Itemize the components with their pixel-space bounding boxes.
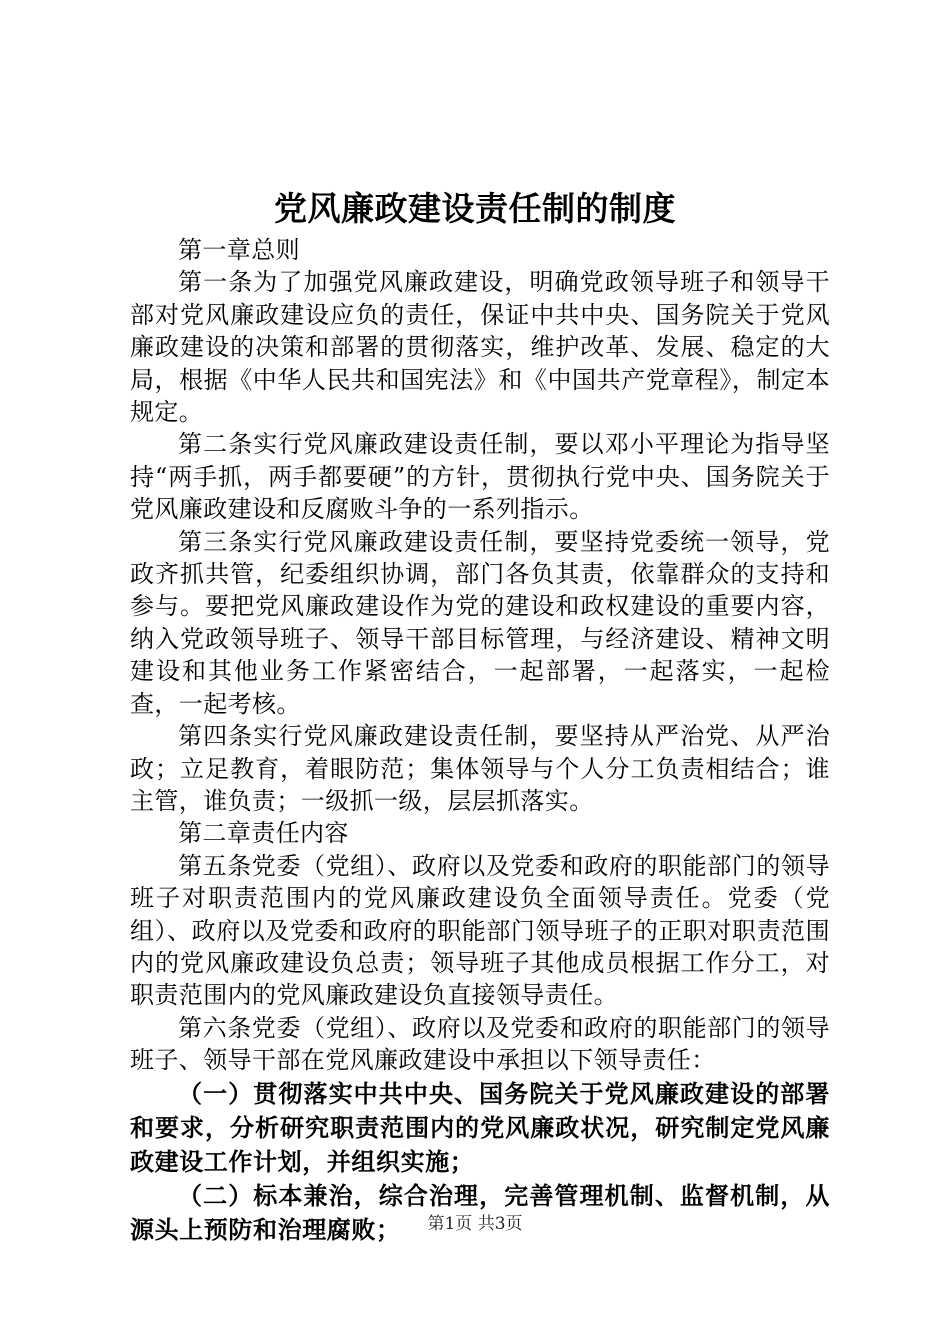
article-paragraph: 第四条实行党风廉政建设责任制，要坚持从严治党、从严治政；立足教育，着眼防范；集体领导与个人分工负责相结合；谁主管，谁负责；一级抓一级，层层抓落实。	[130, 722, 830, 815]
article-paragraph: 第六条党委（党组）、政府以及党委和政府的职能部门的领导班子、领导干部在党风廉政建设中承担以下领导责任：	[130, 1013, 830, 1075]
document-body	[130, 234, 830, 1247]
page-footer: 第1页 共3页	[427, 1214, 523, 1234]
article-paragraph: 第二条实行党风廉政建设责任制，要以邓小平理论为指导坚持“两手抓，两手都要硬”的方针，贯彻执行党中央、国务院关于党风廉政建设和反腐败斗争的一系列指示。	[130, 430, 830, 524]
list-item-paragraph: （一）贯彻落实中共中央、国务院关于党风廉政建设的部署和要求，分析研究职责范围内的党风廉政状况，研究制定党风廉政建设工作计划，并组织实施；	[130, 1079, 830, 1176]
list-item-paragraph: （二）标本兼治，综合治理，完善管理机制、监督机制，从源头上预防和治理腐败；	[130, 1181, 830, 1244]
document-title: 党风廉政建设责任制的制度	[274, 189, 676, 228]
article-paragraph: 第五条党委（党组）、政府以及党委和政府的职能部门的领导班子对职责范围内的党风廉政建设负全面领导责任。党委（党组）、政府以及党委和政府的职能部门领导班子的正职对职责范围内的党风廉政建设负总责；领导班子其他成员根据工作分工，对职责范围内的党风廉政建设负直接领导责任。	[130, 851, 830, 1010]
article-paragraph: 第一条为了加强党风廉政建设，明确党政领导班子和领导干部对党风廉政建设应负的责任，保证中共中央、国务院关于党风廉政建设的决策和部署的贯彻落实，维护改革、发展、稳定的大局，根据《中华人民共和国宪法》和《中国共产党章程》，制定本规定。	[130, 268, 830, 427]
chapter-heading: 第一章总则	[178, 236, 300, 264]
chapter-heading: 第二章责任内容	[178, 819, 349, 848]
article-paragraph: 第三条实行党风廉政建设责任制，要坚持党委统一领导，党政齐抓共管，纪委组织协调，部门各负其责，依靠群众的支持和参与。要把党风廉政建设作为党的建设和政权建设的重要内容，纳入党政领导班子、领导干部目标管理，与经济建设、精神文明建设和其他业务工作紧密结合，一起部署，一起落实，一起检查，一起考核。	[130, 527, 830, 718]
